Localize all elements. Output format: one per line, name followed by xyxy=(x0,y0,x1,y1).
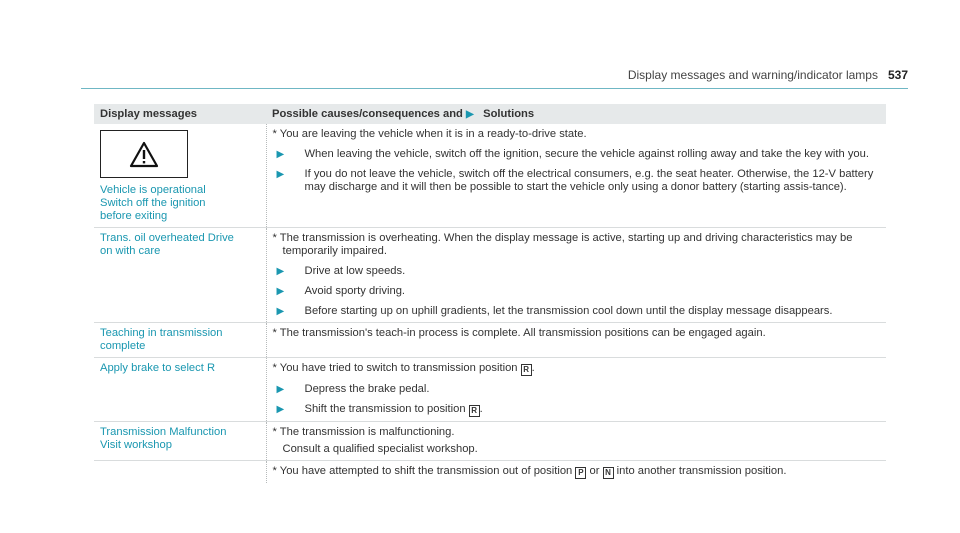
header-rule xyxy=(81,88,908,89)
arrow-icon: ▶ xyxy=(276,286,285,297)
table-row xyxy=(94,323,886,358)
note-text: Consult a qualified specialist workshop. xyxy=(282,443,478,455)
solution-item: ▶ When leaving the vehicle, switch off the ignition, secure the vehicle against rolling away and take the key with you. xyxy=(276,148,869,160)
solution-item: ▶ Before starting up on uphill gradients, let the transmission cool down until the display message disappears. xyxy=(276,305,833,317)
cause-cell xyxy=(266,358,886,422)
message-text: Teaching in transmission complete xyxy=(100,327,223,352)
cause-text: * You have attempted to shift the transmission out of position P or N into another transmission position. xyxy=(272,465,787,477)
message-cell xyxy=(94,323,266,358)
table-row xyxy=(94,124,886,228)
arrow-icon: ▶ xyxy=(276,384,285,395)
cause-cell xyxy=(266,461,886,484)
message-cell xyxy=(94,228,266,323)
message-cell xyxy=(94,124,266,228)
warning-triangle-icon xyxy=(100,130,188,178)
message-text: Vehicle is operational Switch off the ignition before exiting xyxy=(100,184,206,222)
table-header-row xyxy=(94,104,886,124)
page-header xyxy=(628,68,908,82)
message-cell xyxy=(94,461,266,484)
message-text: Apply brake to select R xyxy=(100,362,216,374)
gear-r-icon: R xyxy=(469,405,480,417)
arrow-icon: ▶ xyxy=(276,169,285,180)
cause-text: * The transmission is malfunctioning. xyxy=(272,426,455,438)
messages-table xyxy=(94,104,886,483)
arrow-icon: ▶ xyxy=(276,306,285,317)
col-header-causes: Possible causes/consequences and ▶ Solutions xyxy=(266,104,886,124)
table-row xyxy=(94,358,886,422)
cause-cell xyxy=(266,124,886,228)
solution-item: ▶ Avoid sporty driving. xyxy=(276,285,406,297)
arrow-icon: ▶ xyxy=(466,109,474,120)
cause-text: * The transmission is overheating. When the display message is active, starting up and driving characteristics may be temporarily impaired. xyxy=(272,232,853,257)
message-cell xyxy=(94,358,266,422)
cause-text: * You are leaving the vehicle when it is in a ready-to-drive state. xyxy=(272,128,587,140)
col-header-display-messages: Display messages xyxy=(94,104,266,124)
table-row xyxy=(94,422,886,461)
solution-item: ▶ Depress the brake pedal. xyxy=(276,383,430,395)
cause-cell xyxy=(266,422,886,461)
gear-n-icon: N xyxy=(603,467,614,479)
solution-item: ▶ Shift the transmission to position R . xyxy=(276,403,483,415)
message-cell xyxy=(94,422,266,461)
header-title: Display messages and warning/indicator lamps xyxy=(627,68,878,82)
table-row xyxy=(94,461,886,484)
table-row xyxy=(94,228,886,323)
cause-text: * The transmission's teach-in process is complete. All transmission positions can be engaged again. xyxy=(272,327,766,339)
solution-item: ▶ Drive at low speeds. xyxy=(276,265,406,277)
arrow-icon: ▶ xyxy=(276,266,285,277)
page-number: 537 xyxy=(887,68,908,82)
gear-r-icon: R xyxy=(521,364,532,376)
message-text: Trans. oil overheated Drive on with care xyxy=(100,232,234,257)
cause-text: * You have tried to switch to transmission position R . xyxy=(272,362,535,374)
arrow-icon: ▶ xyxy=(276,404,285,415)
message-text: Transmission Malfunction Visit workshop xyxy=(100,426,227,451)
cause-cell xyxy=(266,228,886,323)
solution-item: ▶ If you do not leave the vehicle, switch off the electrical consumers, e.g. the seat heater. Otherwise, the 12-V battery may discharge and it will then be possible to start the vehicle only using a donor battery (starting assis-tance). xyxy=(276,168,874,193)
cause-cell xyxy=(266,323,886,358)
arrow-icon: ▶ xyxy=(276,149,285,160)
gear-p-icon: P xyxy=(575,467,586,479)
